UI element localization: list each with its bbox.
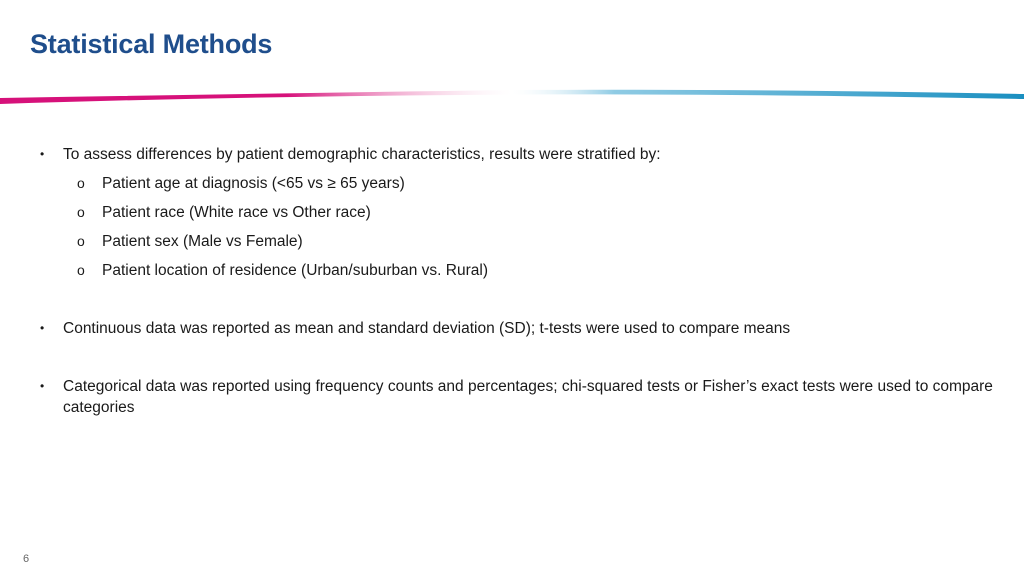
sub-bullet-text: Patient sex (Male vs Female): [102, 233, 303, 250]
sub-bullet-item: [77, 231, 982, 252]
sub-bullet-item: [77, 173, 982, 194]
slide-title: Statistical Methods: [30, 29, 273, 59]
sub-bullet-item: [77, 202, 982, 223]
sub-bullet-text: Patient location of residence (Urban/suburban vs. Rural): [102, 262, 488, 279]
bullet-marker: •: [40, 147, 45, 161]
bullet-marker: •: [40, 379, 45, 393]
sub-bullet-text: Patient race (White race vs Other race): [102, 204, 371, 221]
sub-bullet-text: Patient age at diagnosis (<65 vs ≥ 65 years): [102, 175, 405, 192]
bullet-marker: •: [40, 321, 45, 335]
bullet-item: [40, 318, 1008, 339]
bullet-item: [40, 144, 1008, 165]
bullet-text: To assess differences by patient demographic characteristics, results were stratified by:: [63, 146, 661, 163]
bullet-text: Categorical data was reported using frequency counts and percentages; chi-squared tests or Fisher’s exact tests were used to compare categories: [63, 378, 993, 416]
bullet-item: [40, 376, 1008, 418]
page-number: 6: [23, 553, 30, 565]
bullet-text: Continuous data was reported as mean and standard deviation (SD); t-tests were used to compare means: [63, 320, 791, 337]
sub-bullet-marker: o: [77, 175, 85, 191]
sub-bullet-marker: o: [77, 262, 85, 278]
sub-bullet-item: [77, 260, 982, 281]
sub-bullet-marker: o: [77, 233, 85, 249]
sub-bullet-marker: o: [77, 204, 85, 220]
